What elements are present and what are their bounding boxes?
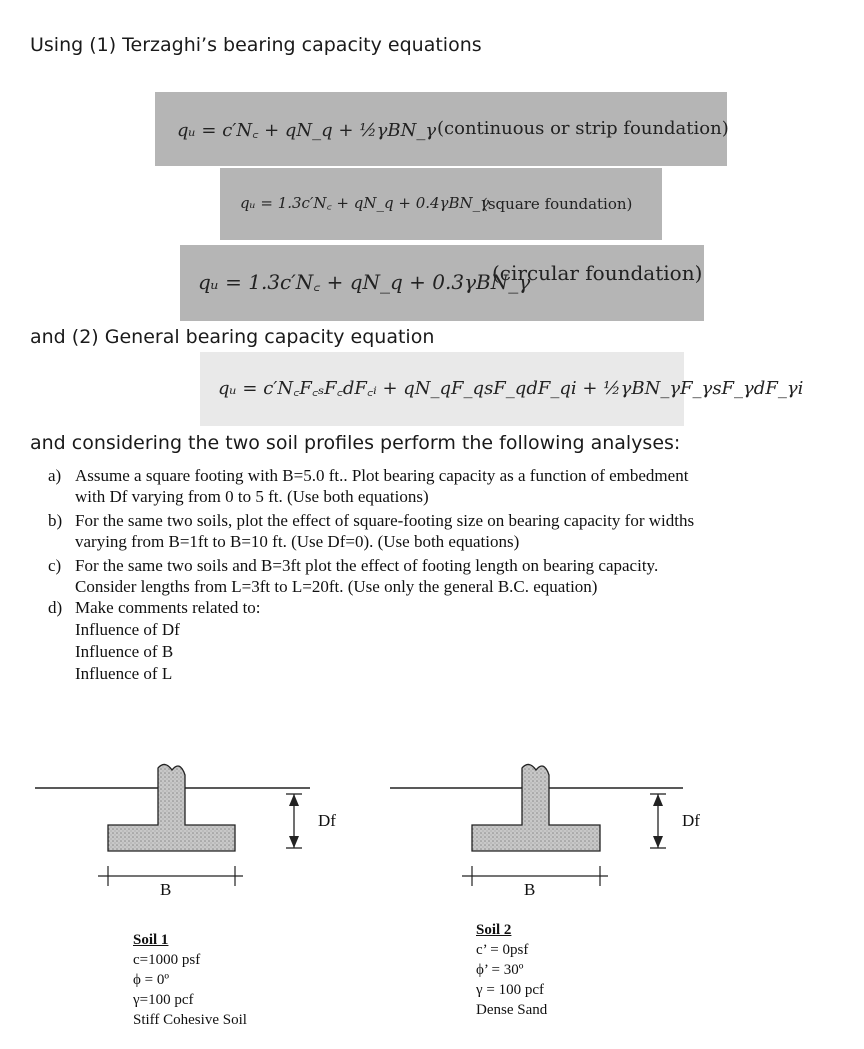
task-letter: a) [48,466,62,485]
task-line: Influence of Df [75,620,180,639]
footing-shape [472,764,600,851]
equation-circular-note: (circular foundation) [492,261,703,285]
soil-property: γ = 100 pcf [476,982,544,998]
soil-2-properties [476,920,547,1020]
task-line: Consider lengths from L=3ft to L=20ft. (Use only the general B.C. equation) [75,577,598,596]
soil-property: ϕ = 0º [133,972,170,988]
equation-square-note: (square foundation) [482,195,633,213]
soil-property: ϕ’ = 30º [476,962,524,978]
profiles-intro-text: and considering the two soil profiles perform the following analyses: [30,432,681,454]
task-letter: c) [48,556,62,575]
soil-property: c=1000 psf [133,952,201,968]
general-intro-text: and (2) General bearing capacity equation [30,326,435,348]
task-letter: b) [48,511,63,530]
footing-shape [108,764,235,851]
soil-1-properties [133,930,247,1030]
intro-text: Using (1) Terzaghi’s bearing capacity equations [30,34,482,56]
equation-general: qᵤ = c′N꜀F꜀ₛF꜀dF꜀ᵢ + qN_qF_qsF_qdF_qi + ½γBN_γF_γsF_γdF_γi [218,378,804,399]
task-line: For the same two soils and B=3ft plot the effect of footing length on bearing capacity. [75,556,659,575]
soil-property: Dense Sand [476,1002,548,1018]
equation-circular: qᵤ = 1.3c′N꜀ + qN_q + 0.3γBN_γ [198,270,531,294]
equation-strip: qᵤ = c′N꜀ + qN_q + ½γBN_γ [177,120,437,141]
arrow-up-icon [289,794,299,806]
soil-title: Soil 2 [476,922,512,938]
task-line: Influence of B [75,642,174,661]
soil-property: c’ = 0psf [476,942,529,958]
task-line: For the same two soils, plot the effect of square-footing size on bearing capacity for widths [75,511,695,530]
depth-label: Df [318,811,336,830]
task-line: with Df varying from 0 to 5 ft. (Use both equations) [75,487,429,506]
width-label: B [524,880,536,899]
arrow-up-icon [653,794,663,806]
footing-figure-2 [390,764,683,886]
width-label: B [160,880,172,899]
arrow-down-icon [653,836,663,848]
soil-property: Stiff Cohesive Soil [133,1012,247,1028]
task-line: varying from B=1ft to B=10 ft. (Use Df=0). (Use both equations) [75,532,520,551]
footing-figure-1 [35,764,310,886]
soil-property: γ=100 pcf [133,992,194,1008]
task-letter: d) [48,598,63,617]
equation-strip-note: (continuous or strip foundation) [437,118,729,139]
arrow-down-icon [289,836,299,848]
equation-square: qᵤ = 1.3c′N꜀ + qN_q + 0.4γBN_γ [240,194,490,212]
depth-label: Df [682,811,700,830]
soil-title: Soil 1 [133,932,169,948]
task-line: Influence of L [75,664,173,683]
task-line: Assume a square footing with B=5.0 ft.. Plot bearing capacity as a function of embedment [75,466,689,485]
task-line: Make comments related to: [75,598,261,617]
